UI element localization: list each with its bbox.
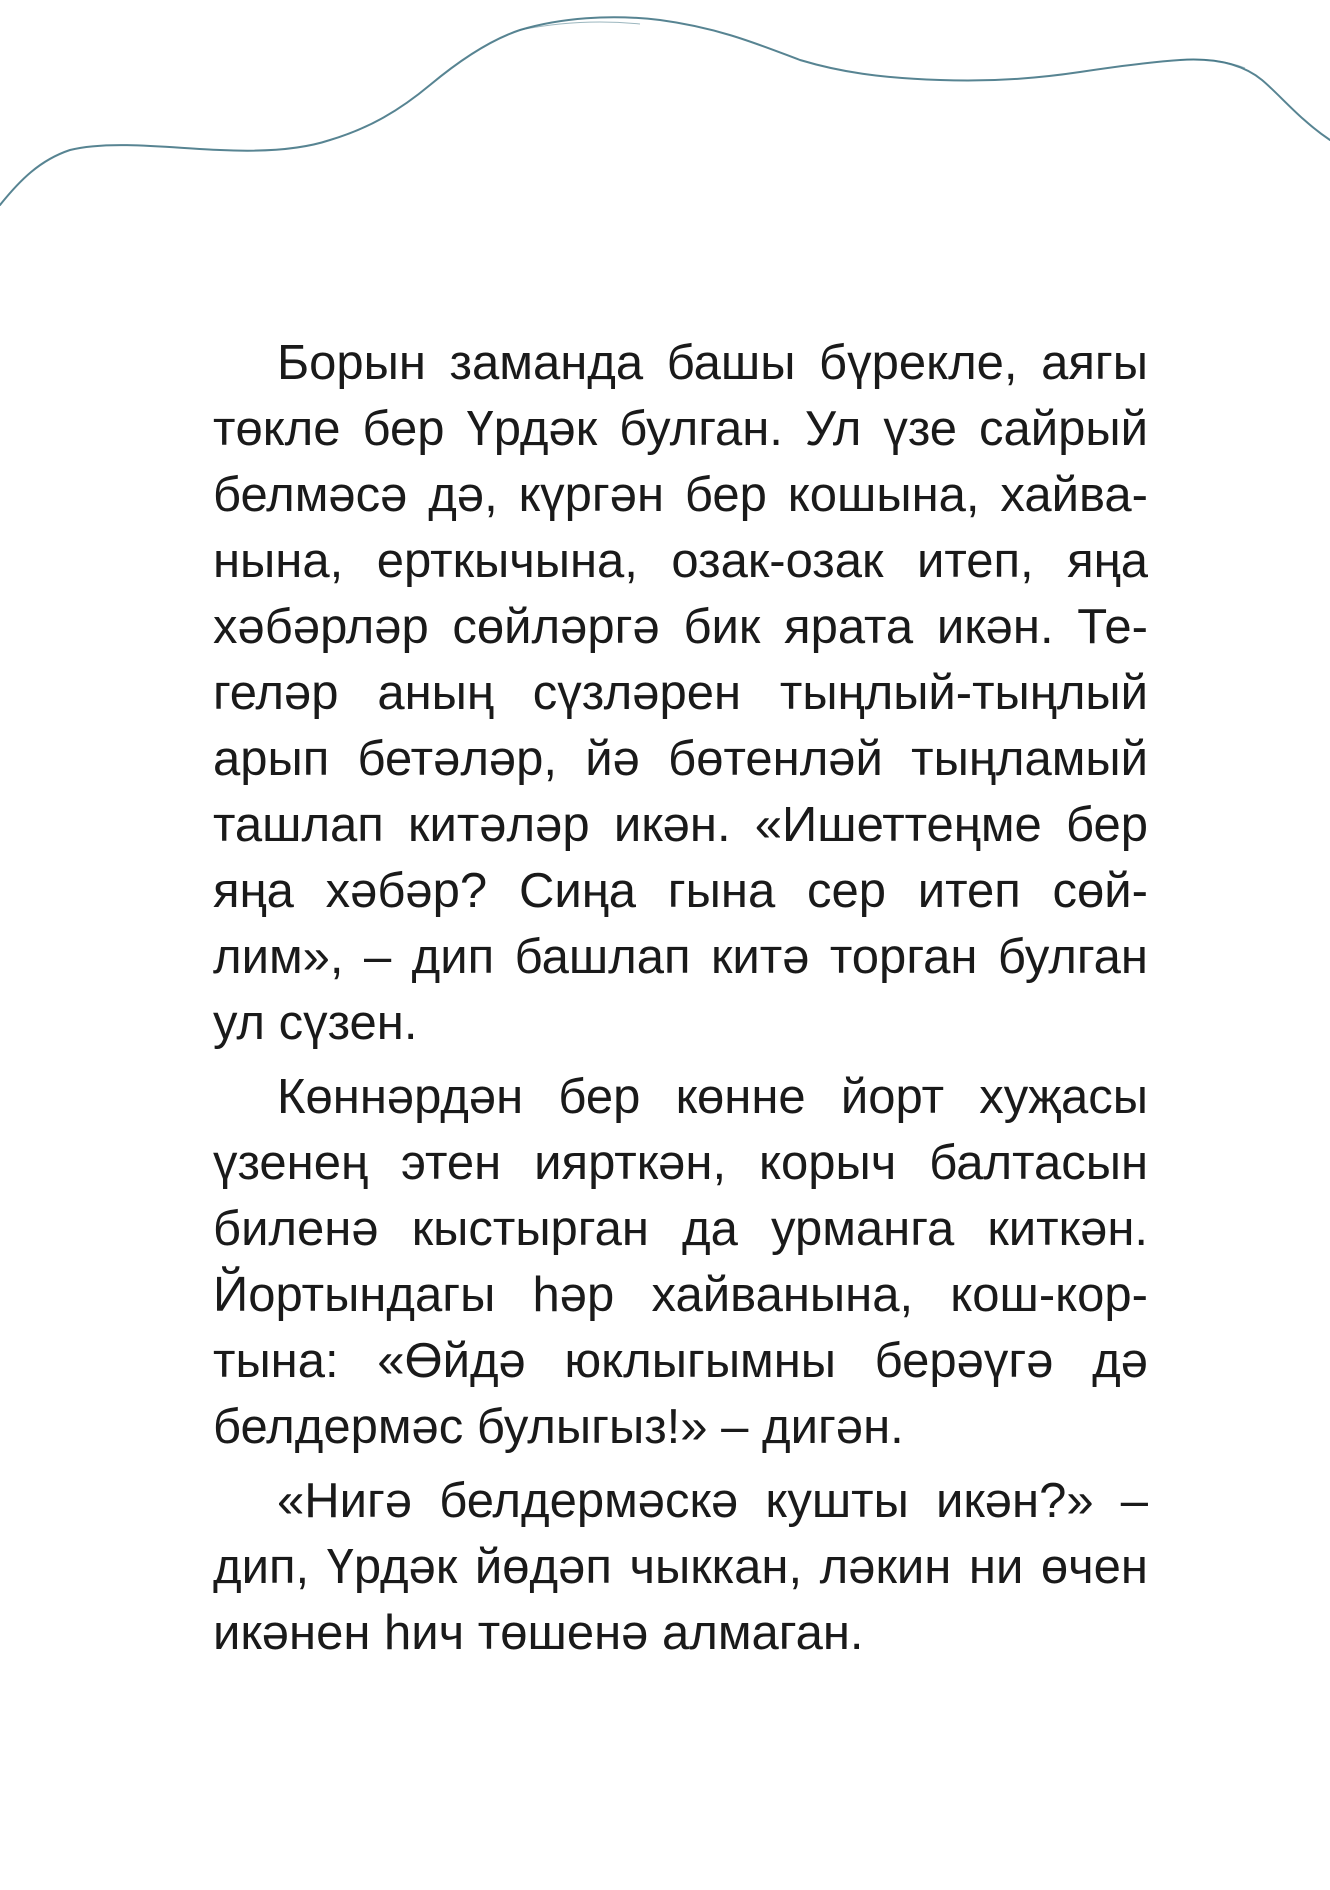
text-line: Көннәрдән бер көнне йорт хуҗасы [277, 1070, 1148, 1124]
story-text [213, 330, 1148, 1666]
paragraph-2 [213, 1064, 1148, 1460]
text-line: хәбәрләр сөйләргә бик ярата икән. Те- [213, 600, 1148, 654]
text-line: «Нигә белдермәскә кушты икән?» – [277, 1474, 1148, 1528]
text-line: геләр аның сүзләрен тыңлый-тыңлый [213, 666, 1148, 720]
text-line: икәнен һич төшенә алмаган. [213, 1606, 864, 1660]
paragraph-1 [213, 330, 1148, 1056]
torn-edge-decoration [0, 0, 1330, 240]
text-line: дип, Үрдәк йөдәп чыккан, ләкин ни өчен [213, 1540, 1148, 1594]
paragraph-3 [213, 1468, 1148, 1666]
text-line: белмәсә дә, күргән бер кошына, хайва- [213, 468, 1148, 522]
text-line: тына: «Өйдә юклыгымны берәүгә дә [213, 1334, 1148, 1388]
text-line: ташлап китәләр икән. «Ишеттеңме бер [213, 798, 1148, 852]
text-line: белдермәс булыгыз!» – дигән. [213, 1400, 904, 1454]
text-line: биленә кыстырган да урманга киткән. [213, 1202, 1148, 1256]
text-line: төкле бер Үрдәк булган. Ул үзе сайрый [213, 402, 1148, 456]
text-line: яңа хәбәр? Сиңа гына сер итеп сөй- [213, 864, 1148, 918]
text-line: лим», – дип башлап китә торган булган [213, 930, 1148, 984]
torn-edge-line [0, 17, 1330, 205]
text-line: нына, ерткычына, озак-озак итеп, яңа [213, 534, 1148, 588]
text-line: үзенең этен иярткән, корыч балтасын [213, 1136, 1148, 1190]
text-line: арып бетәләр, йә бөтенләй тыңламый [213, 732, 1148, 786]
text-line: ул сүзен. [213, 996, 418, 1050]
text-line: Борын заманда башы бүрекле, аягы [277, 336, 1148, 390]
text-line: Йортындагы һәр хайванына, кош-кор- [213, 1268, 1148, 1322]
